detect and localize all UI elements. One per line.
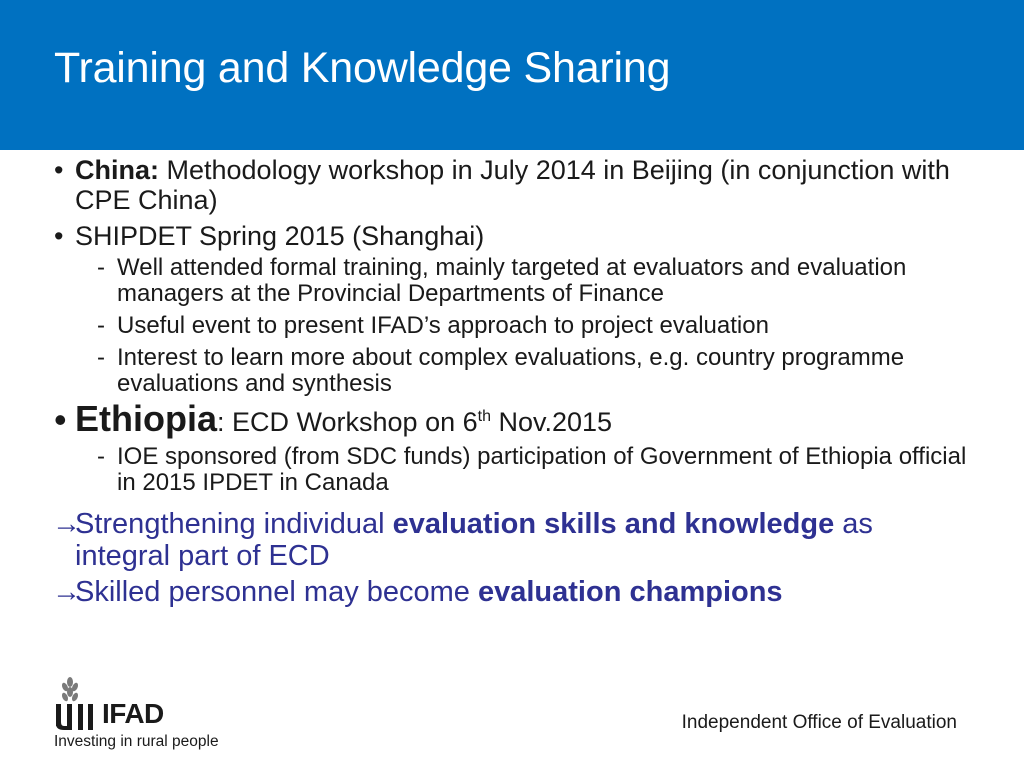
title-banner	[0, 0, 1024, 150]
sub-item-text: Useful event to present IFAD’s approach to project evaluation	[117, 312, 769, 339]
conclusion-text: Skilled personnel may become	[75, 576, 478, 608]
conclusion-text: as integral part of ECD	[75, 508, 873, 572]
bullet-dot: •	[54, 221, 64, 251]
sub-item	[54, 255, 974, 307]
arrow-right-icon: →	[52, 576, 81, 608]
sub-item-text: Interest to learn more about complex evaluations, e.g. country programme evaluations and synthesis	[117, 344, 905, 397]
slide-title: Training and Knowledge Sharing	[54, 44, 671, 92]
bullet-ethiopia	[54, 397, 974, 444]
sub-dash: -	[97, 443, 105, 470]
china-label: China:	[75, 155, 159, 185]
sub-dash: -	[97, 254, 105, 281]
sub-item-text: Well attended formal training, mainly targeted at evaluators and evaluation managers at the Provincial Departments of Finance	[117, 254, 907, 307]
conclusion-champions	[54, 576, 974, 608]
conclusion-skills	[54, 508, 974, 572]
arrow-right-icon: →	[52, 508, 81, 540]
conclusion-text: Strengthening individual	[75, 508, 393, 540]
conclusion-highlight: evaluation skills and knowledge	[392, 508, 835, 540]
ethiopia-text: : ECD Workshop on 6	[217, 407, 478, 437]
shipdet-text: SHIPDET Spring 2015 (Shanghai)	[75, 221, 485, 251]
sub-dash: -	[97, 312, 105, 339]
ifad-logo	[54, 674, 224, 754]
sub-dash: -	[97, 344, 105, 371]
slide-content	[54, 155, 974, 608]
bullet-china	[54, 155, 974, 215]
sub-item	[54, 313, 974, 339]
conclusion-highlight: evaluation champions	[477, 576, 783, 608]
ifad-tagline: Investing in rural people	[54, 733, 219, 750]
sub-item	[54, 345, 974, 397]
ifad-wordmark: IFAD	[102, 698, 164, 729]
sub-item	[54, 444, 974, 496]
ethiopia-superscript: th	[477, 408, 491, 425]
office-label: Independent Office of Evaluation	[681, 712, 957, 733]
ethiopia-label: Ethiopia	[75, 398, 217, 439]
bullet-shipdet	[54, 221, 974, 251]
bullet-dot: •	[54, 399, 67, 440]
ifad-wheat-icon	[54, 674, 100, 732]
bullet-dot: •	[54, 155, 64, 185]
china-text: Methodology workshop in July 2014 in Beijing (in conjunction with CPE China)	[75, 155, 950, 215]
ethiopia-date: Nov.2015	[490, 407, 613, 437]
sub-item-text: IOE sponsored (from SDC funds) participation of Government of Ethiopia official in 2015 IPDET in Canada	[117, 443, 967, 496]
